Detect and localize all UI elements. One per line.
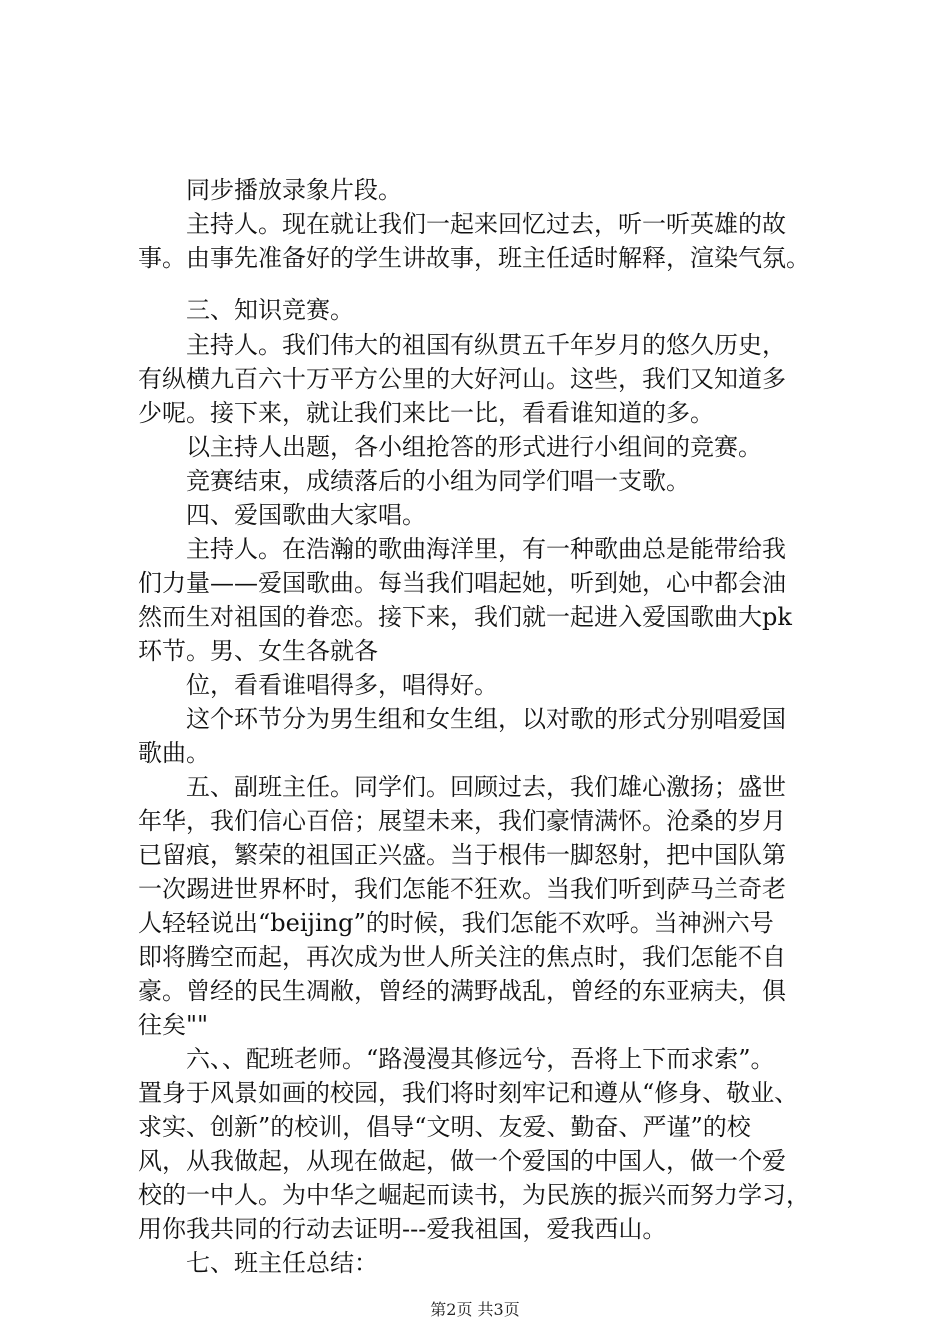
text-line: 年华，我们信心百倍；展望未来，我们豪情满怀。沧桑的岁月 (138, 807, 786, 835)
section-heading: 六、、配班老师。“路漫漫其修远兮，吾将上下而求索”。 (138, 1045, 775, 1073)
section-heading: 四、爱国歌曲大家唱。 (138, 501, 426, 529)
page-number: 第2页 共3页 (430, 1300, 520, 1319)
text-line: 主持人。现在就让我们一起来回忆过去，听一听英雄的故 (138, 210, 786, 238)
text-line: 风，从我做起，从现在做起，做一个爱国的中国人，做一个爱 (138, 1147, 786, 1175)
text-line: 这个环节分为男生组和女生组，以对歌的形式分别唱爱国 (138, 705, 786, 733)
text-line: 有纵横九百六十万平方公里的大好河山。这些，我们又知道多 (138, 365, 786, 393)
text-line: 豪。曾经的民生凋敝，曾经的满野战乱，曾经的东亚病夫，俱 (138, 977, 786, 1005)
text-line: 主持人。在浩瀚的歌曲海洋里，有一种歌曲总是能带给我 (138, 535, 786, 563)
section-heading: 七、班主任总结： (138, 1249, 378, 1277)
text-line: 用你我共同的行动去证明---爱我祖国，爱我西山。 (138, 1215, 667, 1243)
text-line: 往矣"" (138, 1011, 209, 1039)
text-line: 然而生对祖国的眷恋。接下来，我们就一起进入爱国歌曲大pk (138, 603, 792, 631)
text-line: 人轻轻说出“beijing”的时候，我们怎能不欢呼。当神洲六号 (138, 909, 774, 937)
text-line: 同步播放录象片段。 (138, 176, 402, 204)
text-line: 主持人。我们伟大的祖国有纵贯五千年岁月的悠久历史， (138, 331, 786, 359)
text-line: 们力量——爱国歌曲。每当我们唱起她，听到她，心中都会油 (138, 569, 786, 597)
text-line: 即将腾空而起，再次成为世人所关注的焦点时，我们怎能不自 (138, 943, 786, 971)
text-line: 位，看看谁唱得多，唱得好。 (138, 671, 498, 699)
text-line: 事。由事先准备好的学生讲故事，班主任适时解释，渲染气氛。 (138, 244, 810, 272)
text-line: 校的一中人。为中华之崛起而读书，为民族的振兴而努力学习， (138, 1181, 810, 1209)
text-line: 以主持人出题，各小组抢答的形式进行小组间的竞赛。 (138, 433, 762, 461)
text-line: 环节。男、女生各就各 (138, 637, 378, 665)
section-heading: 三、知识竞赛。 (138, 296, 354, 324)
section-heading: 五、副班主任。同学们。回顾过去，我们雄心激扬；盛世 (138, 773, 786, 801)
text-line: 歌曲。 (138, 739, 210, 767)
text-line: 已留痕，繁荣的祖国正兴盛。当于根伟一脚怒射，把中国队第 (138, 841, 786, 869)
text-line: 求实、创新”的校训，倡导“文明、友爱、勤奋、严谨”的校 (138, 1113, 751, 1141)
text-line: 一次踢进世界杯时，我们怎能不狂欢。当我们听到萨马兰奇老 (138, 875, 786, 903)
text-line: 竞赛结束，成绩落后的小组为同学们唱一支歌。 (138, 467, 690, 495)
text-line: 置身于风景如画的校园，我们将时刻牢记和遵从“修身、敬业、 (138, 1079, 799, 1107)
text-line: 少呢。接下来，就让我们来比一比，看看谁知道的多。 (138, 399, 714, 427)
